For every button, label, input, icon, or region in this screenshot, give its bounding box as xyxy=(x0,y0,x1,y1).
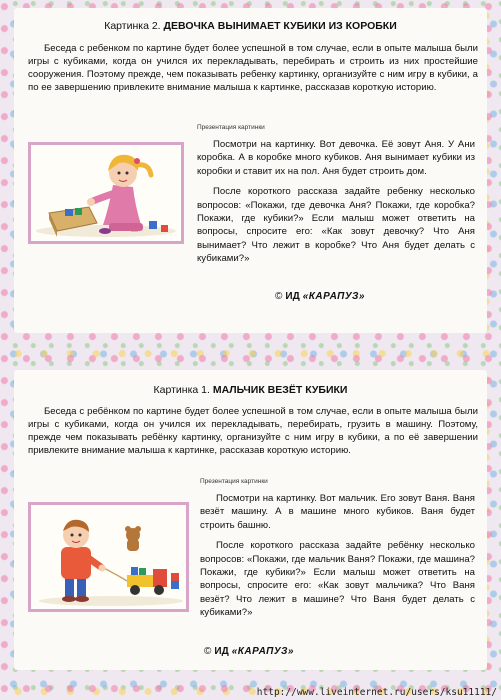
watermark-url: http://www.liveinternet.ru/users/ksu11111/ xyxy=(256,687,497,698)
card-title xyxy=(14,20,487,32)
card-title-text: ДЕВОЧКА ВЫНИМАЕТ КУБИКИ ИЗ КОРОБКИ xyxy=(163,20,397,32)
presentation-label: Презентация картинки xyxy=(200,478,268,485)
publisher-prefix: ИД xyxy=(285,291,300,302)
publisher-prefix: ИД xyxy=(214,646,229,657)
presentation-text xyxy=(197,138,475,273)
girl-with-blocks-picture xyxy=(28,142,184,244)
presentation-label: Презентация картинки xyxy=(197,124,265,131)
card-number: Картинка 2. xyxy=(104,20,164,32)
presentation-paragraph: Посмотри на картинку. Вот мальчик. Его зовут Ваня. Ваня везёт машину. А в машине много кубиков. Ваня будет строить башню. xyxy=(200,493,475,531)
publisher-brand: «КАРАПУЗ» xyxy=(302,291,365,302)
publisher-logo xyxy=(204,646,294,657)
card-panel-top xyxy=(14,8,487,333)
publisher-brand: «КАРАПУЗ» xyxy=(231,646,294,657)
girl-illustration xyxy=(31,145,181,241)
boy-illustration xyxy=(31,505,186,609)
presentation-text xyxy=(200,492,475,627)
presentation-paragraph: Посмотри на картинку. Вот девочка. Её зовут Аня. У Ани коробка. А в коробке много кубиков. Аня вынимает кубики из коробки и ставит их на пол. Аня будет строить дом. xyxy=(197,139,475,177)
copyright-symbol: © xyxy=(204,646,212,657)
copyright-symbol: © xyxy=(275,291,283,302)
questions-paragraph: После короткого рассказа задайте ребенку несколько вопросов: «Покажи, где девочка Аня? Покажи, где коробка? Покажи, где кубики?» Если малыш может ответить на вопросы, спросите его: «Как зовут девочку? Что Аня вынимает? Что лежит в коробке? Что Аня будет делать с кубиками?» xyxy=(197,186,475,265)
intro-paragraph: Беседа с ребенком по картине будет более успешной в том случае, если в опыте малыша были игры с кубиками, когда он учился их перекладывать, перебирать и строить из них простейшие сооружения. Поэтому прежде, чем показывать ребенку картинку, организуйте с ним игру в кубики, а по ее завершению привлеките внимание малыша к картинке, рассказав короткую историю. xyxy=(28,43,478,93)
card-title xyxy=(14,384,487,396)
questions-paragraph: После короткого рассказа задайте ребёнку несколько вопросов: «Покажи, где мальчик Ваня? Покажи, где машина? Покажи, где кубики?» Если малыш может ответить на вопросы, спросите его: «Как зовут мальчика? Что Ваня везёт? Что лежит в машине? Что Ваня будет делать с кубиками?» xyxy=(200,540,475,619)
card-title-text: МАЛЬЧИК ВЕЗЁТ КУБИКИ xyxy=(212,384,348,396)
card-panel-bottom xyxy=(14,370,487,670)
intro-paragraph: Беседа с ребёнком по картине будет более успешной в том случае, если в опыте малыша были игры с кубиками, когда он учился их перекладывать, перебирать, грузить в машину. Поэтому, прежде чем показывать ребёнку картинку, организуйте с ним игру в кубики, а по её завершении привлеките внимание малыша к картинке, рассказав короткую историю. xyxy=(28,406,478,456)
card-number: Картинка 1. xyxy=(153,384,213,396)
boy-with-truck-picture xyxy=(28,502,189,612)
publisher-logo xyxy=(275,291,365,302)
